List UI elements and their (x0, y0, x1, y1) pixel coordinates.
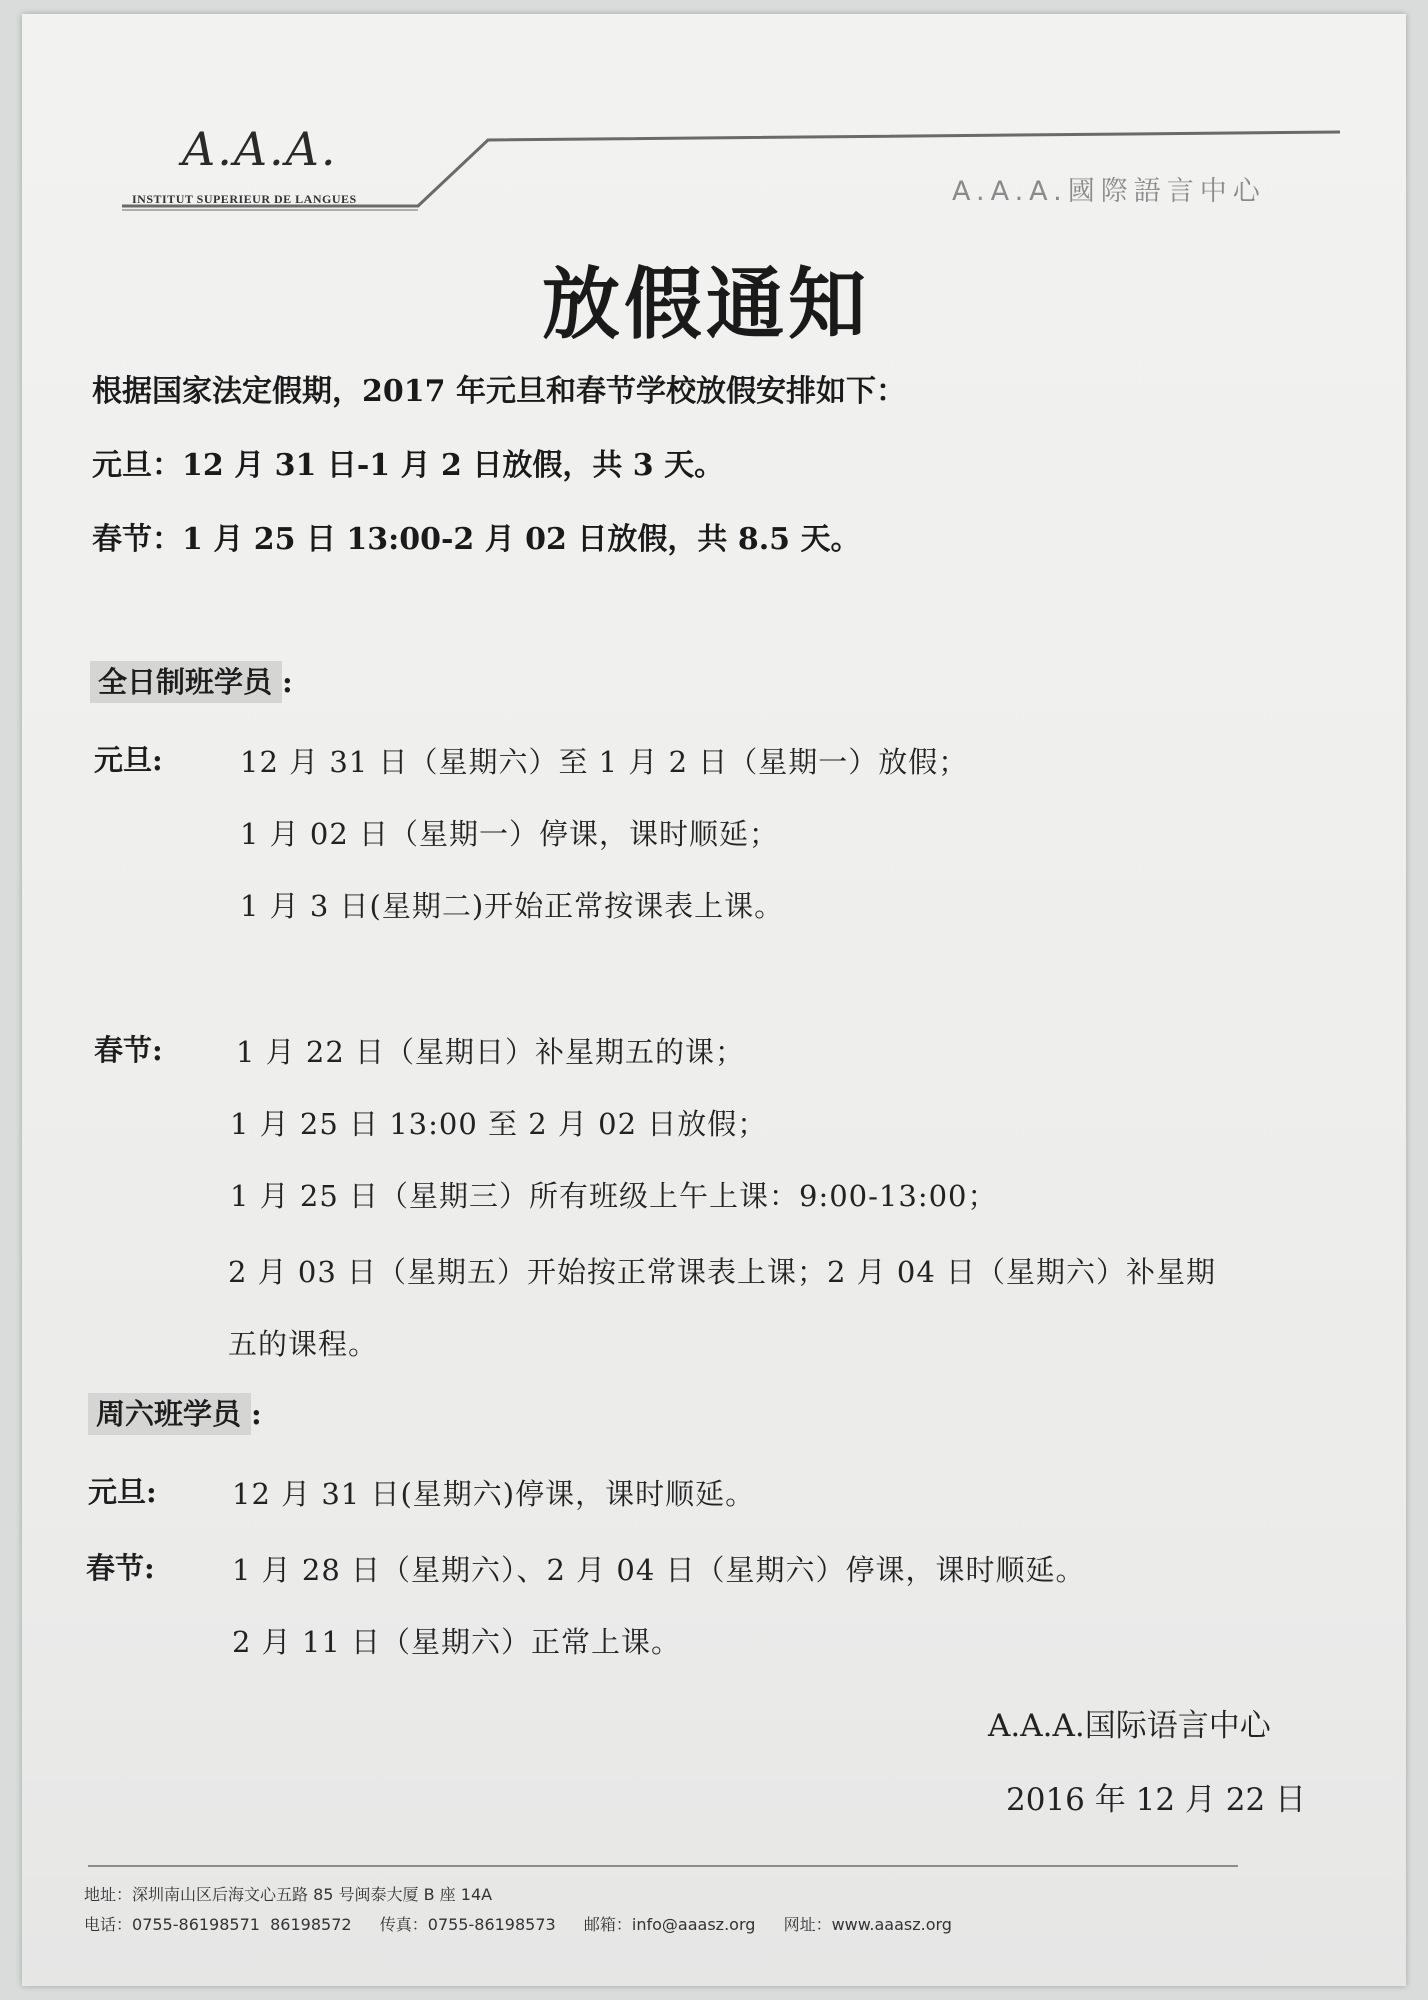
fulltime-spring-line-3: 1 月 25 日（星期三）所有班级上午上课：9:00-13:00； (230, 1179, 998, 1213)
logo-mark: A.A.A. (182, 122, 338, 176)
saturday-newyear-line-1: 12 月 31 日(星期六)停课，课时顺延。 (232, 1477, 756, 1511)
footer-address: 地址：深圳南山区后海文心五路 85 号闽泰大厦 B 座 14A (84, 1885, 493, 1904)
phone-label: 电话： (84, 1915, 133, 1934)
intro-line-2: 元旦：12 月 31 日-1 月 2 日放假，共 3 天。 (92, 448, 725, 483)
web-label: 网址： (783, 1915, 832, 1934)
fulltime-spring-line-4: 2 月 03 日（星期五）开始按正常课表上课；2 月 04 日（星期六）补星期 (228, 1255, 1217, 1289)
fulltime-newyear-label: 元旦: (94, 743, 163, 777)
signature-org: A.A.A.国际语言中心 (988, 1708, 1271, 1744)
saturday-spring-line-2: 2 月 11 日（星期六）正常上课。 (232, 1625, 682, 1659)
fulltime-spring-line-1: 1 月 22 日（星期日）补星期五的课； (236, 1035, 746, 1069)
center-name: A.A.A.國際語言中心 (952, 176, 1266, 207)
fulltime-spring-line-5: 五的课程。 (228, 1327, 379, 1361)
fax-label: 传真： (379, 1915, 428, 1934)
fulltime-title-colon: : (282, 665, 293, 699)
logo-subtitle: INSTITUT SUPERIEUR DE LANGUES (132, 192, 357, 206)
web-link[interactable]: www.aaasz.org (831, 1915, 952, 1934)
footer-rule (88, 1865, 1238, 1867)
saturday-title-colon: : (251, 1397, 262, 1431)
intro-line-3: 春节：1 月 25 日 13:00-2 月 02 日放假，共 8.5 天。 (92, 522, 861, 557)
fulltime-newyear-line-3: 1 月 3 日(星期二)开始正常按课表上课。 (240, 889, 785, 923)
fax-value: 0755-86198573 (427, 1915, 556, 1934)
notice-paper (22, 14, 1406, 1986)
fulltime-spring-label: 春节: (94, 1033, 163, 1067)
saturday-title: 周六班学员 (88, 1393, 251, 1435)
intro-line-1: 根据国家法定假期，2017 年元旦和春节学校放假安排如下： (92, 374, 906, 409)
saturday-newyear-label: 元旦: (88, 1475, 157, 1509)
saturday-heading (88, 1392, 262, 1433)
signature-date: 2016 年 12 月 22 日 (1006, 1782, 1307, 1818)
page-title: 放假通知 (542, 259, 871, 350)
footer-contacts (84, 1912, 952, 1935)
fulltime-newyear-line-1: 12 月 31 日（星期六）至 1 月 2 日（星期一）放假； (240, 745, 969, 779)
fulltime-spring-line-2: 1 月 25 日 13:00 至 2 月 02 日放假； (230, 1107, 768, 1141)
fulltime-newyear-line-2: 1 月 02 日（星期一）停课，课时顺延； (240, 817, 780, 851)
saturday-spring-label: 春节: (86, 1551, 155, 1585)
phone-value: 0755-86198571 86198572 (132, 1915, 352, 1934)
email-link[interactable]: info@aaasz.org (631, 1915, 756, 1934)
email-label: 邮箱： (583, 1915, 632, 1934)
logo (182, 122, 338, 176)
fulltime-title: 全日制班学员 (90, 661, 282, 703)
saturday-spring-line-1: 1 月 28 日（星期六）、2 月 04 日（星期六）停课，课时顺延。 (232, 1553, 1086, 1587)
fulltime-heading (90, 660, 293, 701)
